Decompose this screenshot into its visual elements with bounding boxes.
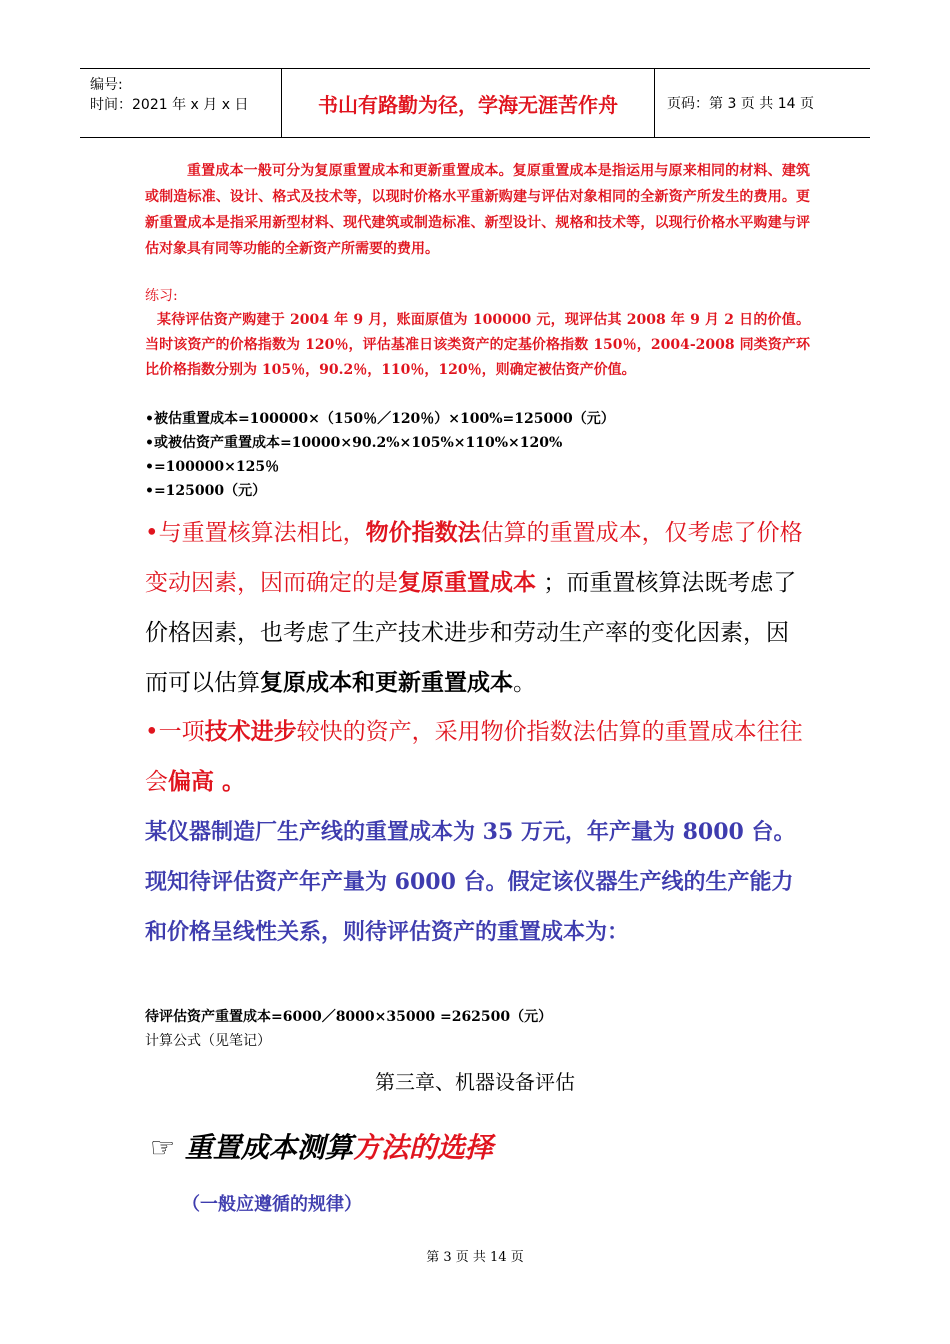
header-date: 时间：2021 年 x 月 x 日 [90, 97, 249, 113]
header-meta [80, 69, 282, 137]
exercise-paragraph: 某待评估资产购建于 2004 年 9 月，账面原值为 100000 元，现评估其 2008 年 9 月 2 日的价值。当时该资产的价格指数为 120％，评估基准日该类资产的定基价格指数 150％，2004-2008 同类资产环比价格指数分别为 105％，90.2％，110％，120％，则确定被估资产价值。 [145, 312, 810, 378]
formula-line: •或被估资产重置成本=10000×90.2%×105%×110%×120% [145, 435, 563, 451]
comparison-text: 估算的重置成本，仅考虑了价格变动因素，因而确定的是 [145, 520, 803, 596]
comparison-paragraph [145, 508, 810, 708]
header-motto: 书山有路勤为径，学海无涯苦作舟 [282, 69, 655, 137]
header-code: 编号: [90, 77, 123, 93]
instrument-problem: 某仪器制造厂生产线的重置成本为 35 万元，年产量为 8000 台。现知待评估资产年产量为 6000 台。假定该仪器生产线的生产能力和价格呈线性关系，则待评估资产的重置成本为： [145, 819, 796, 945]
formula-block [145, 407, 810, 503]
comparison-emphasis: 物价指数法 [365, 519, 481, 546]
comparison-text: 。 [513, 670, 536, 696]
tech-text: 较快的资产，采用物价指数法估算的重置成本往往会 [145, 719, 803, 795]
tech-text: •一项 [145, 719, 205, 745]
instrument-formula: 待评估资产重置成本=6000／8000×35000 =262500（元） [145, 1009, 553, 1025]
comparison-emphasis: 复原重置成本 [398, 569, 536, 596]
comparison-emphasis: 复原成本和更新重置成本 [260, 669, 513, 696]
definition-paragraph: 重置成本一般可分为复原重置成本和更新重置成本。复原重置成本是指运用与原来相同的材料、建筑或制造标准、设计、格式及技术等，以现时价格水平重新购建与评估对象相同的全新资产所发生的费用。更新重置成本是指采用新型材料、现代建筑或制造标准、新型设计、规格和技术等，以现行价格水平购建与评估对象具有同等功能的全新资产所需要的费用。 [145, 163, 810, 257]
comparison-text: •与重置核算法相比， [145, 520, 366, 546]
tech-emphasis: 技术进步 [204, 718, 297, 745]
formula-note: 计算公式（见笔记） [145, 1033, 271, 1049]
pointing-hand-icon: ☞ [150, 1131, 176, 1164]
page-footer: 第 3 页 共 14 页 [426, 1250, 524, 1265]
instrument-solution [145, 1005, 810, 1053]
tech-emphasis: 偏高 。 [168, 768, 246, 795]
comparison-text: ； [536, 570, 567, 596]
rule-subheading: （一般应遵循的规律） [182, 1194, 362, 1215]
page-header [80, 68, 870, 138]
formula-line: •=100000×125％ [145, 459, 280, 475]
method-title-black: 重置成本测算 [184, 1131, 353, 1164]
exercise-label: 练习: [145, 288, 178, 304]
formula-line: •被估重置成本=100000×（150％／120％）×100%=125000（元） [145, 411, 615, 427]
tech-progress-paragraph [145, 707, 810, 807]
comparison-text: 而重置核算法既考虑了价格因素，也考虑了生产技术进步和劳动生产率的变化因素，因而可以估算 [145, 570, 797, 696]
formula-line: •=125000（元） [145, 483, 267, 499]
method-title-red: 方法的选择 [352, 1131, 493, 1164]
method-heading [150, 1126, 493, 1166]
header-page-number: 页码：第 3 页 共 14 页 [667, 96, 814, 112]
chapter-title: 第三章、机器设备评估 [375, 1070, 575, 1094]
